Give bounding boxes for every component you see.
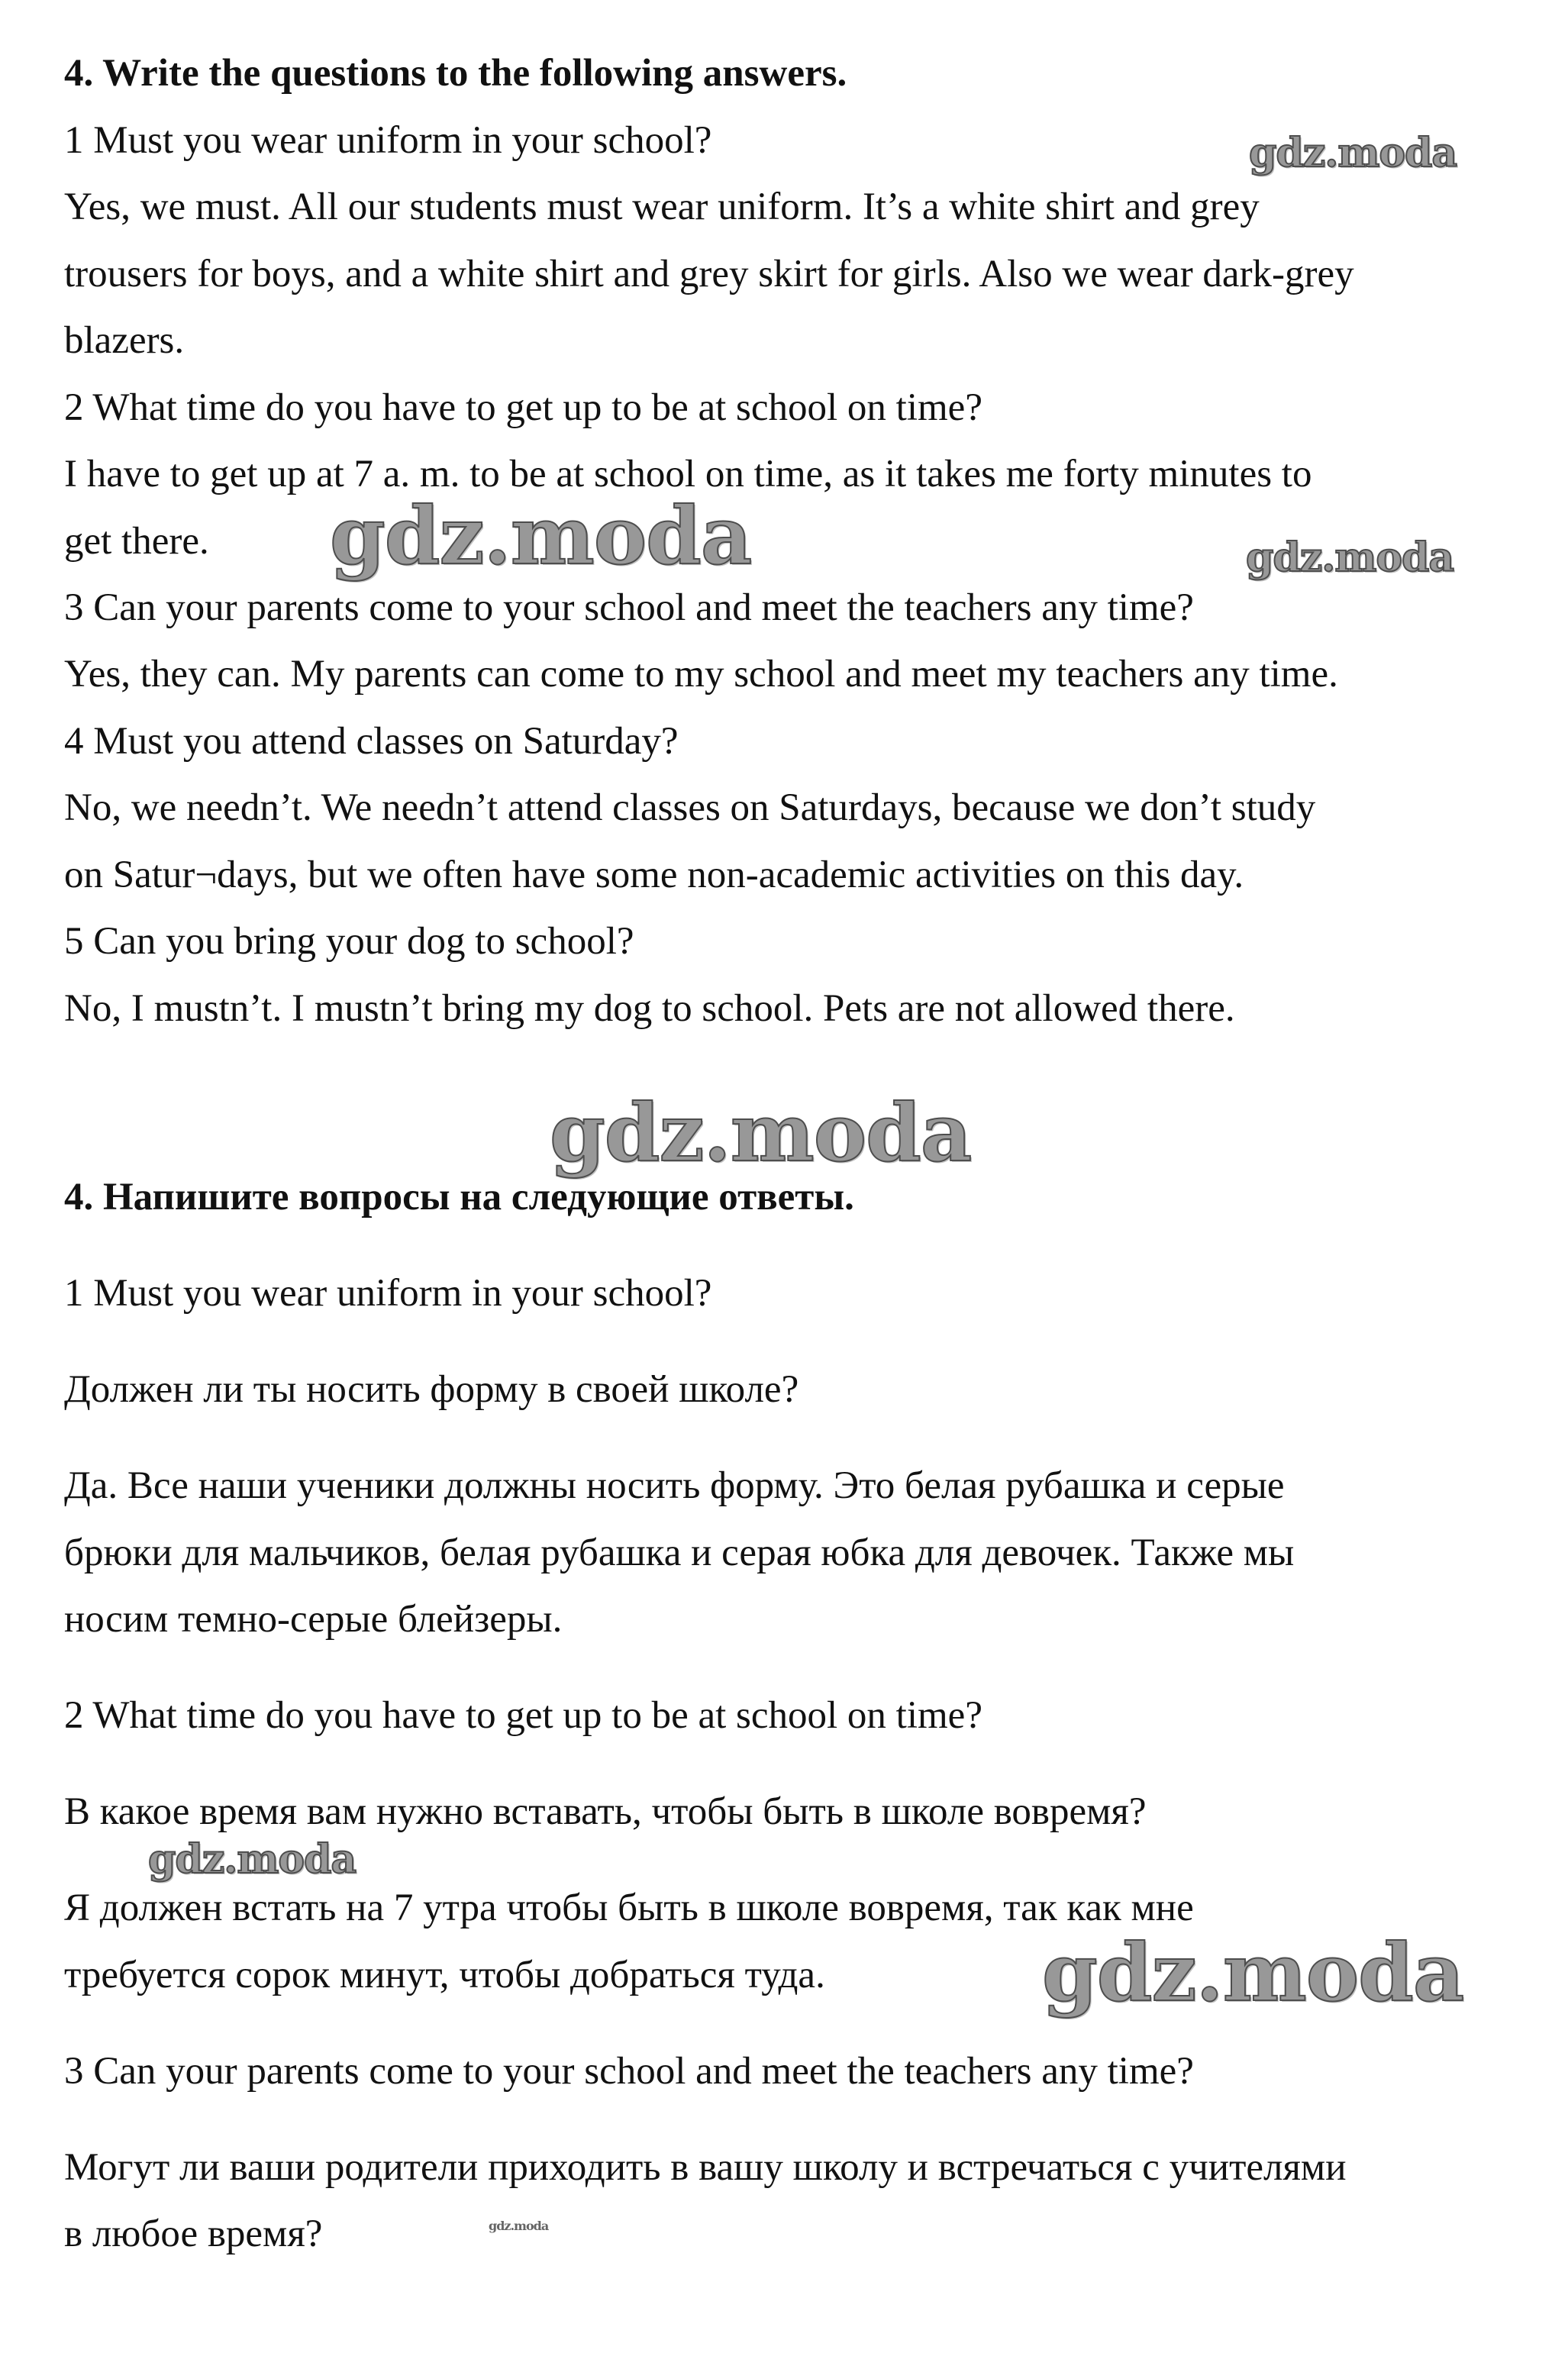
russian-question-3-ru-line-1: Могут ли ваши родители приходить в вашу школу и встречаться с учителями (64, 2146, 1347, 2189)
english-question-1: 1 Must you wear uniform in your school? (64, 119, 712, 162)
english-answer-3: Yes, they can. My parents can come to my school and meet my teachers any time. (64, 653, 1338, 696)
english-answer-5: No, I mustn’t. I mustn’t bring my dog to school. Pets are not allowed there. (64, 987, 1235, 1030)
english-answer-4-line-1: No, we needn’t. We needn’t attend classes on Saturdays, because we don’t study (64, 786, 1316, 829)
russian-answer-2-line-1: Я должен встать на 7 утра чтобы быть в школе вовремя, так как мне (64, 1887, 1194, 1929)
russian-answer-1-line-2: брюки для мальчиков, белая рубашка и серая юбка для девочек. Также мы (64, 1532, 1295, 1574)
english-answer-2-line-2: get there. (64, 520, 209, 563)
english-answer-1-line-1: Yes, we must. All our students must wear uniform. It’s a white shirt and grey (64, 186, 1260, 228)
english-question-2: 2 What time do you have to get up to be at school on time? (64, 386, 982, 429)
russian-heading: 4. Напишите вопросы на следующие ответы. (64, 1176, 854, 1218)
russian-answer-1-line-3: носим темно-серые блейзеры. (64, 1598, 563, 1641)
english-answer-2-line-1: I have to get up at 7 a. m. to be at school on time, as it takes me forty minutes to (64, 453, 1312, 495)
english-heading: 4. Write the questions to the following answers. (64, 52, 847, 95)
russian-question-1-en: 1 Must you wear uniform in your school? (64, 1272, 712, 1315)
english-answer-4-line-2: on Satur¬days, but we often have some non-academic activities on this day. (64, 854, 1244, 896)
watermark-logo: gdz.moda (1246, 534, 1454, 581)
watermark-logo: gdz.moda (330, 489, 752, 583)
russian-question-2-en: 2 What time do you have to get up to be at school on time? (64, 1694, 982, 1737)
watermark-logo: gdz.moda (1249, 130, 1457, 176)
russian-answer-2-line-2: требуется сорок минут, чтобы добраться туда. (64, 1954, 825, 1996)
watermark-logo: gdz.moda (550, 1086, 972, 1180)
english-answer-1-line-2: trousers for boys, and a white shirt and grey skirt for girls. Also we wear dark-grey (64, 253, 1354, 295)
watermark-logo: gdz.moda (148, 1836, 357, 1883)
english-answer-1-line-3: blazers. (64, 319, 185, 362)
russian-question-3-ru-line-2: в любое время? (64, 2213, 323, 2255)
english-question-5: 5 Can you bring your dog to school? (64, 920, 634, 963)
russian-question-3-en: 3 Can your parents come to your school and meet the teachers any time? (64, 2050, 1194, 2093)
watermark-logo: gdz.moda (489, 2219, 549, 2233)
watermark-logo: gdz.moda (1042, 1925, 1464, 2019)
russian-question-2-ru: В какое время вам нужно вставать, чтобы быть в школе вовремя? (64, 1790, 1147, 1833)
russian-answer-1-line-1: Да. Все наши ученики должны носить форму. Это белая рубашка и серые (64, 1464, 1285, 1507)
english-question-3: 3 Can your parents come to your school and meet the teachers any time? (64, 586, 1194, 629)
russian-question-1-ru: Должен ли ты носить форму в своей школе? (64, 1368, 799, 1411)
english-question-4: 4 Must you attend classes on Saturday? (64, 720, 679, 763)
